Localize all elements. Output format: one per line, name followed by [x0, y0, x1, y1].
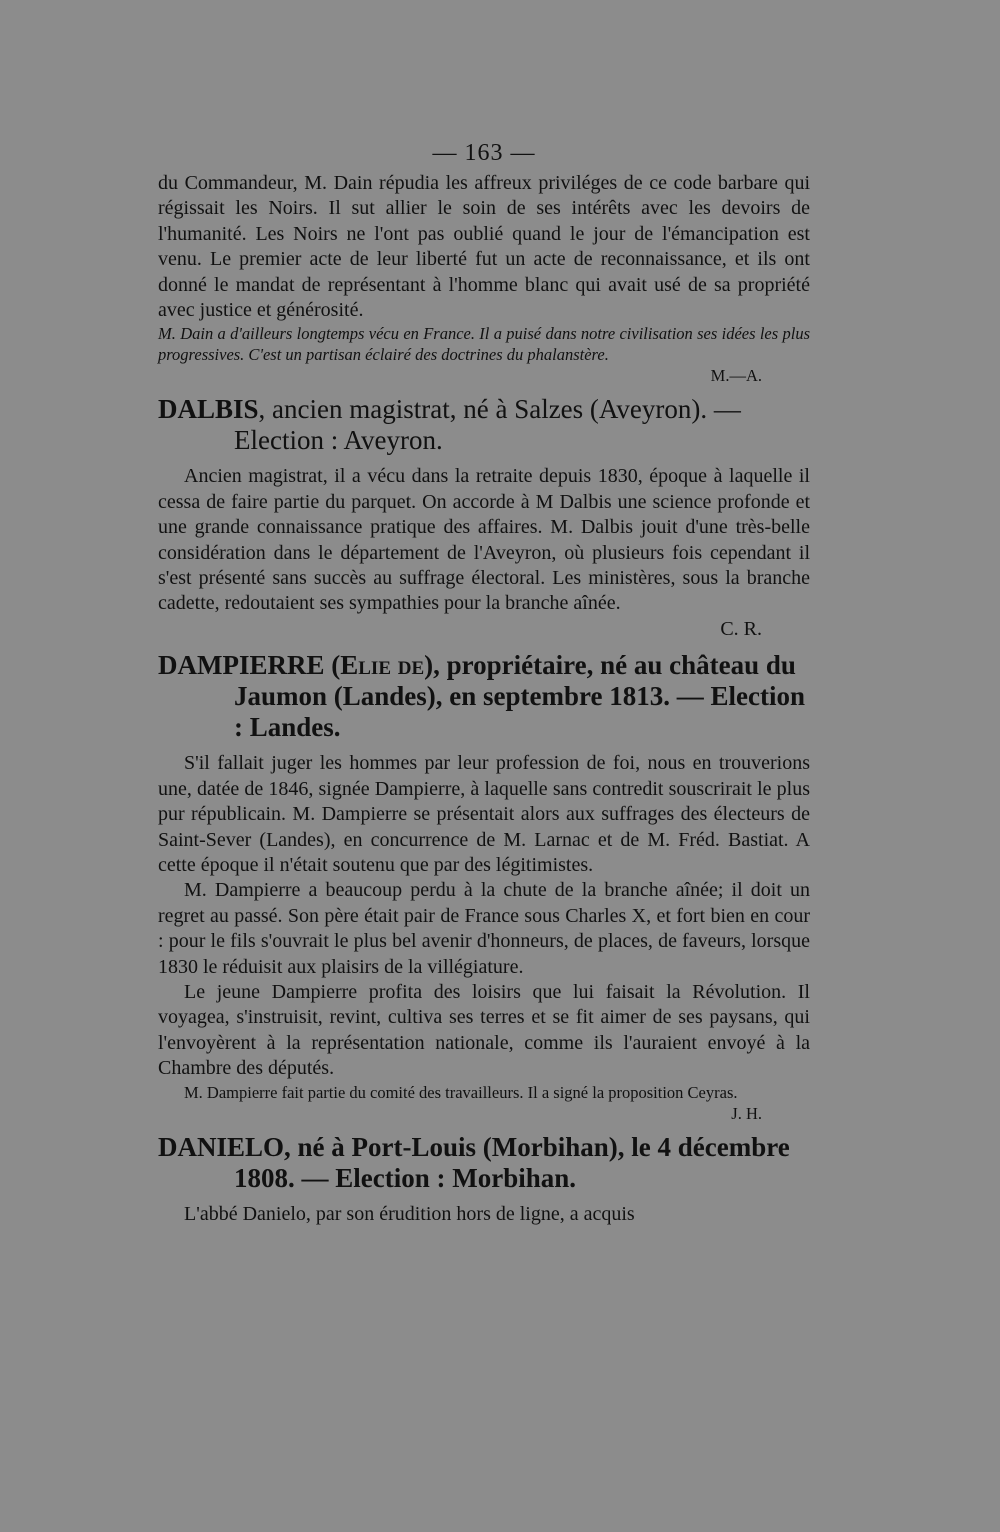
dalbis-signature: C. R. — [720, 617, 762, 640]
page — [158, 140, 810, 1227]
entry-name-dalbis: DALBIS — [158, 394, 259, 425]
entry-heading-dampierre — [158, 650, 810, 743]
dain-paragraph: du Commandeur, M. Dain répudia les affreux priviléges de ce code barbare qui régissait les Noirs. Il sut allier le soin de ses intérêts avec les devoirs de l'humanité. Les Noirs ne l'ont pas oublié quand le jour de l'émancipation est venu. Le premier acte de leur liberté fut un acte de reconnaissance, et ils ont donné le mandat de représentant à l'homme blanc qui avait usé de sa propriété avec justice et générosité. — [158, 172, 810, 322]
dampierre-paragraph-3: Le jeune Dampierre profita des loisirs que lui faisait la Révolution. Il voyagea, s'instruisit, revint, cultiva ses terres et se fit aimer de ses paysans, qui l'envoyèrent à la représentation nationale, comme ils l'auraient envoyé à la Chambre des députés. — [158, 980, 810, 1080]
entry-heading-danielo: DANIELO, né à Port-Louis (Morbihan), le 4 décembre 1808. — Election : Morbihan. — [158, 1131, 790, 1193]
entry-heading-dalbis-text: , ancien magistrat, né à Salzes (Aveyron). — Election : Aveyron. — [234, 394, 741, 456]
danielo-body: L'abbé Danielo, par son érudition hors de ligne, a acquis — [184, 1202, 635, 1225]
dalbis-body: Ancien magistrat, il a vécu dans la retraite depuis 1830, époque à laquelle il cessa de faire partie du parquet. On accorde à M Dalbis une science profonde et une grande connaissance pratique des affaires. M. Dalbis jouit d'une très-belle considération dans le département de l'Aveyron, où plusieurs fois cependant il s'est présenté sans succès au suffrage électoral. Les ministères, sous la branche cadette, redoutaient ses sympathies pour la branche aînée. — [158, 465, 810, 615]
dain-note — [158, 323, 810, 365]
dalbis-signature-line — [158, 617, 810, 642]
entry-firstname-open: ( — [324, 650, 341, 681]
entry-heading-dampierre-text: ), propriétaire, né au château du Jaumon (Landes), en septembre 1813. — Election : Landes. — [234, 650, 805, 743]
dampierre-note: M. Dampierre fait partie du comité des travailleurs. Il a signé la proposition Ceyras. — [184, 1082, 738, 1102]
dain-signature-line — [158, 365, 810, 386]
entry-name-dampierre: DAMPIERRE — [158, 650, 325, 681]
dampierre-signature: J. H. — [731, 1103, 762, 1123]
dampierre-paragraph-1: S'il fallait juger les hommes par leur profession de foi, nous en trouverions une, datée de 1846, signée Dampierre, à laquelle sans contredit souscrirait le plus pur républicain. M. Dampierre se présentait alors aux suffrages des électeurs de Saint-Sever (Landes), en concurrence de M. Larnac et de M. Fréd. Bastiat. A cette époque il n'était soutenu que par des légitimistes. — [158, 752, 810, 876]
page-number: — 163 — — [432, 140, 536, 166]
entry-firstname-dampierre: Elie de — [340, 650, 425, 681]
entry-heading-dalbis — [158, 394, 810, 456]
dampierre-paragraph-2: M. Dampierre a beaucoup perdu à la chute de la branche aînée; il doit un regret au passé. Son père était pair de France sous Charles X, et fort bien en cour : pour le fils s'ouvrait le plus bel avenir d'honneurs, de places, de faveurs, lorsque 1830 le réduisit aux plaisirs de la villégiature. — [158, 879, 810, 978]
dampierre-signature-line — [158, 1103, 810, 1124]
dain-note-text: M. Dain a d'ailleurs longtemps vécu en France. Il a puisé dans notre civilisation ses idées les plus progressives. C'est un partisan éclairé des doctrines du phalanstère. — [158, 324, 810, 365]
dain-signature: M.—A. — [710, 366, 762, 386]
